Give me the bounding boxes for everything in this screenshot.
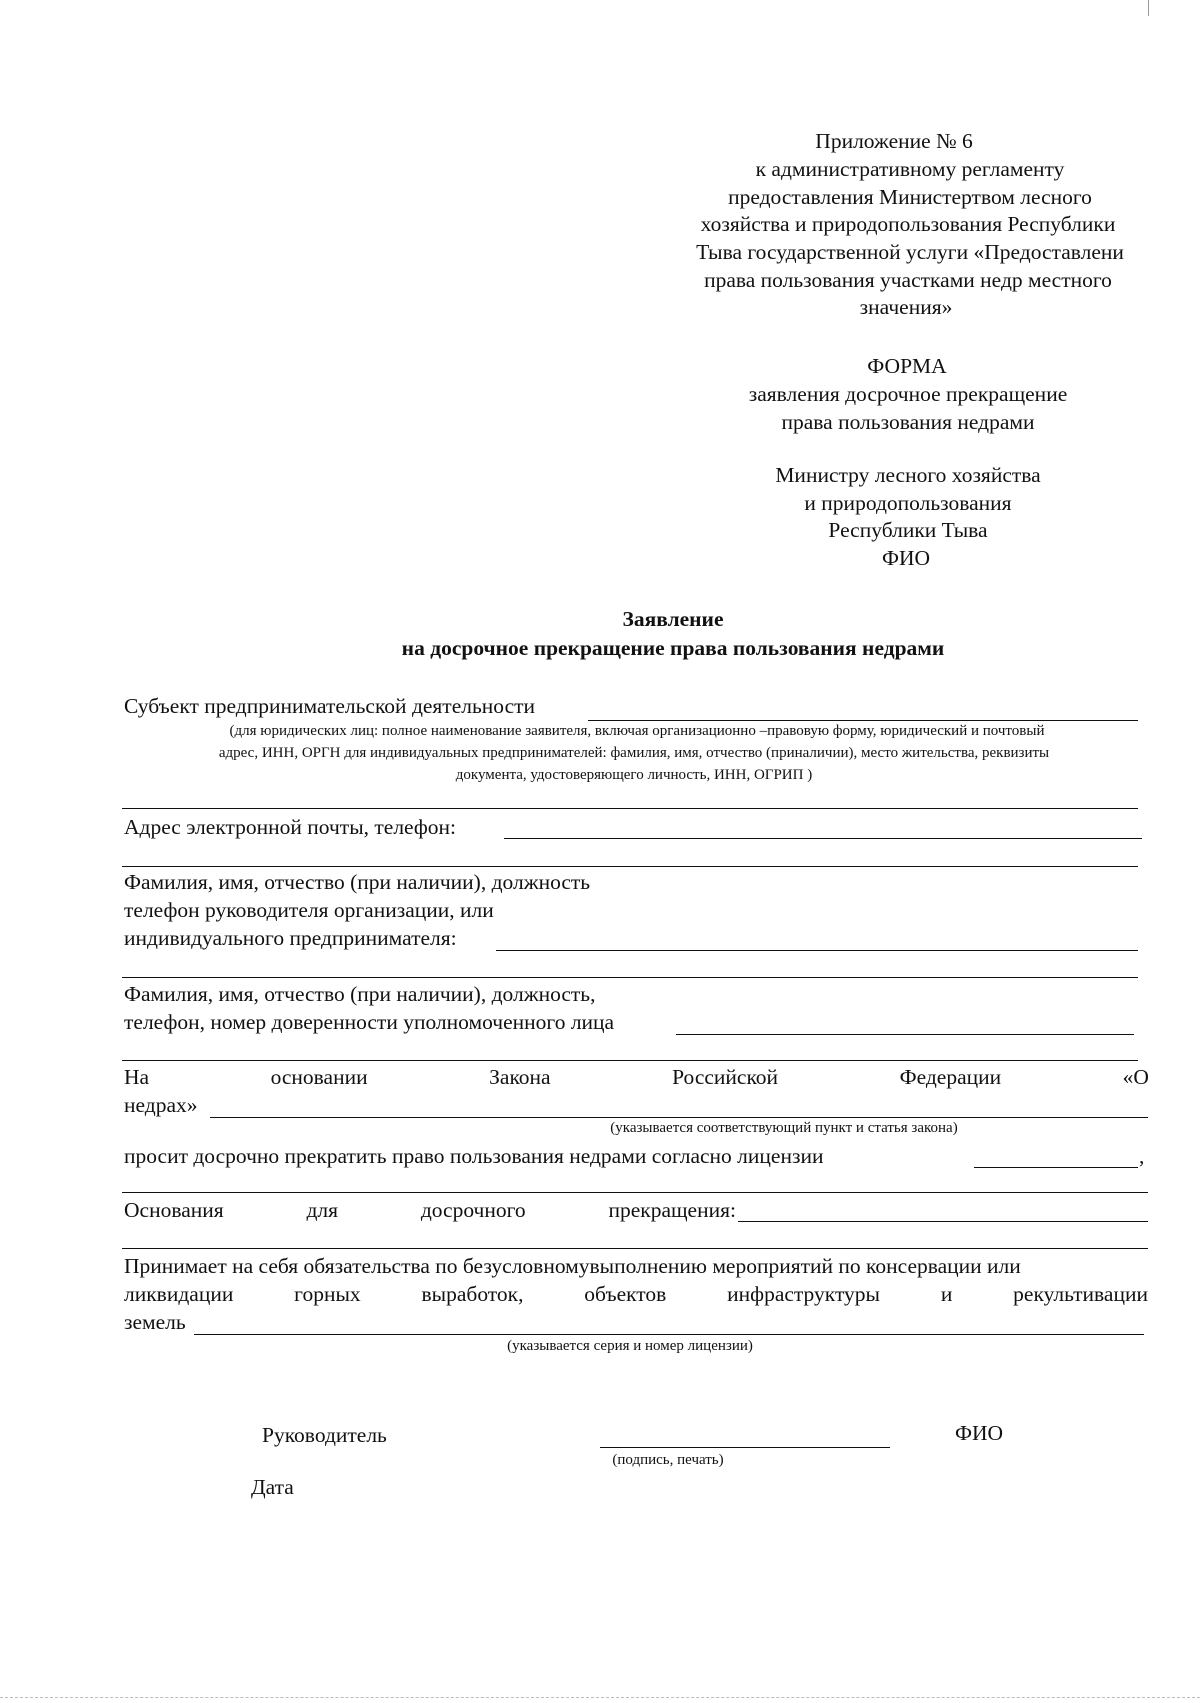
representative-info-line: Фамилия, имя, отчество (при наличии), должность, <box>124 982 596 1006</box>
appendix-line: права пользования участками недр местного <box>704 268 1112 292</box>
grounds-word: прекращения: <box>608 1198 736 1222</box>
basis-word: Федерации <box>899 1065 1002 1089</box>
basis-word: На <box>124 1065 150 1089</box>
scan-edge-bottom <box>0 1697 1200 1698</box>
form-label: ФОРМА <box>867 354 947 378</box>
addressee-line: Министру лесного хозяйства <box>775 463 1041 487</box>
license-number-field[interactable] <box>974 1167 1138 1168</box>
basis-word: Российской <box>672 1065 779 1089</box>
basis-word: основании <box>270 1065 368 1089</box>
basis-line <box>124 1063 1149 1091</box>
obligation-word: объектов <box>584 1282 667 1306</box>
email-label: Адрес электронной почты, телефон: <box>124 815 457 839</box>
appendix-line: к административному регламенту <box>755 157 1065 181</box>
subject-field-line-2[interactable] <box>122 808 1138 809</box>
subject-field-line[interactable] <box>588 720 1138 721</box>
request-field-line-2[interactable] <box>122 1192 1148 1193</box>
obligation-word: ликвидации <box>124 1282 234 1306</box>
addressee-line: ФИО <box>881 546 931 570</box>
grounds-field-line[interactable] <box>738 1221 1148 1222</box>
representative-field-line[interactable] <box>676 1034 1134 1035</box>
subject-label: Субъект предпринимательской деятельности <box>124 694 536 718</box>
head-signature-label: Руководитель <box>262 1423 387 1447</box>
subject-hint-line: документа, удостоверяющего личность, ИНН, ОГРИП ) <box>455 767 813 783</box>
request-comma: , <box>1139 1144 1145 1168</box>
addressee-line: Республики Тыва <box>828 518 988 542</box>
basis-hint: (указывается соответствующий пункт и статья закона) <box>610 1120 958 1136</box>
basis-field-line[interactable] <box>210 1117 1148 1118</box>
subject-hint-line: адрес, ИНН, ОРГН для индивидуальных предпринимателей: фамилия, имя, отчество (приналичии), место жительства, реквизиты <box>218 745 1050 761</box>
representative-field-line-2[interactable] <box>122 1060 1138 1061</box>
obligation-hint: (указывается серия и номер лицензии) <box>507 1338 753 1354</box>
grounds-field-line-2[interactable] <box>122 1248 1148 1249</box>
appendix-line: Приложение № 6 <box>815 129 973 153</box>
head-info-line: Фамилия, имя, отчество (при наличии), должность <box>124 870 591 894</box>
appendix-line: хозяйства и природопользования Республики <box>700 212 1116 236</box>
form-description-line: права пользования недрами <box>781 410 1035 434</box>
obligation-line <box>124 1280 1148 1308</box>
obligation-line: земель <box>124 1310 186 1334</box>
addressee-line: и природопользования <box>804 491 1012 515</box>
head-info-line: индивидуального предпринимателя: <box>124 926 457 950</box>
obligation-line: Принимает на себя обязательства по безусловномувыполнению мероприятий по консервации или <box>124 1254 1021 1278</box>
obligation-word: рекультивации <box>1013 1282 1148 1306</box>
obligation-word: и <box>940 1282 953 1306</box>
head-field-line-2[interactable] <box>122 977 1138 978</box>
obligation-word: выработок, <box>421 1282 524 1306</box>
head-info-line: телефон руководителя организации, или <box>124 898 494 922</box>
document-subtitle: на досрочное прекращение права пользования недрами <box>401 636 945 660</box>
form-description-line: заявления досрочное прекращение <box>748 382 1068 406</box>
date-label: Дата <box>251 1475 294 1499</box>
head-field-line[interactable] <box>496 950 1138 951</box>
appendix-line: значения» <box>859 295 953 319</box>
document-title: Заявление <box>622 607 724 631</box>
representative-info-line: телефон, номер доверенности уполномоченного лица <box>124 1010 615 1034</box>
basis-word: Закона <box>489 1065 551 1089</box>
obligation-word: горных <box>294 1282 361 1306</box>
grounds-word: для <box>306 1198 339 1222</box>
obligation-field-line[interactable] <box>194 1334 1144 1335</box>
grounds-line <box>124 1196 736 1224</box>
appendix-line: предоставления Министертвом лесного <box>728 185 1092 209</box>
appendix-line: Тыва государственной услуги «Предоставлени <box>696 240 1124 264</box>
email-field-line-2[interactable] <box>122 866 1138 867</box>
email-field-line[interactable] <box>504 838 1142 839</box>
scan-edge-right <box>1148 0 1149 16</box>
basis-line-2: недрах» <box>124 1093 198 1117</box>
signature-fio-label: ФИО <box>955 1421 1004 1445</box>
signature-field-line[interactable] <box>600 1447 890 1448</box>
subject-hint-line: (для юридических лиц: полное наименование заявителя, включая организационно –правовую форму, юридический и почтовый <box>229 723 1045 739</box>
obligation-word: инфраструктуры <box>727 1282 880 1306</box>
basis-word: «О <box>1122 1065 1149 1089</box>
grounds-word: досрочного <box>420 1198 526 1222</box>
grounds-word: Основания <box>124 1198 224 1222</box>
signature-hint: (подпись, печать) <box>612 1452 724 1468</box>
request-text: просит досрочно прекратить право пользования недрами согласно лицензии <box>124 1144 824 1168</box>
